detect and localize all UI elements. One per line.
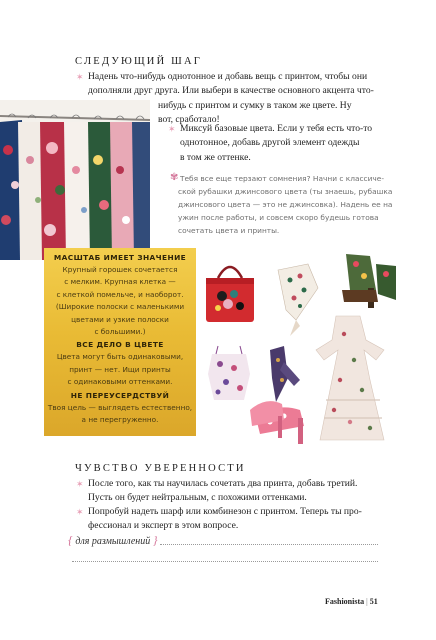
gold-box-heading-scale: МАСШТАБ ИМЕЕТ ЗНАЧЕНИЕ bbox=[53, 253, 187, 262]
section-heading-next-step: СЛЕДУЮЩИЙ ШАГ bbox=[75, 56, 203, 67]
tips-gold-box bbox=[44, 248, 196, 436]
page-footer bbox=[325, 597, 378, 606]
gold-box-line: Цвета могут быть одинаковыми, bbox=[56, 352, 184, 362]
tip-line: ужин после работы, и совсем скоро будешь готова bbox=[178, 213, 379, 222]
bullet-line: Попробуй надеть шарф или комбинезон с принтом. Теперь ты про- bbox=[88, 506, 362, 517]
floral-heels-image bbox=[250, 401, 304, 444]
bullet-line: фессионал и эксперт в этом вопросе. bbox=[88, 520, 239, 531]
bullet-line: Надень что-нибудь однотонное и добавь вещь с принтом, чтобы они bbox=[88, 71, 368, 82]
notes-line bbox=[160, 544, 378, 545]
section-heading-confidence: ЧУВСТВО УВЕРЕННОСТИ bbox=[75, 463, 246, 474]
notes-label: для размышлений bbox=[75, 536, 151, 547]
bullet-line: После того, как ты научилась сочетать два принта, добавь третий. bbox=[88, 478, 358, 489]
bullet-line: нибудь с принтом и сумку в таком же цвете. Ну bbox=[158, 100, 352, 111]
gold-box-line: с большими.) bbox=[94, 327, 146, 337]
brace-left-icon: { bbox=[68, 533, 73, 547]
flower-icon: ✾ bbox=[170, 172, 179, 183]
gold-box-line: а не перегруженно. bbox=[81, 415, 159, 425]
bullet-line: Пусть он будет нейтральным, с похожими оттенками. bbox=[88, 492, 307, 503]
bullet-line: в том же оттенке. bbox=[180, 152, 251, 163]
gold-box-line: цветами и узкие полоски bbox=[71, 314, 169, 324]
clothes-rack-photo bbox=[0, 100, 150, 260]
gold-box-heading-moderation: НЕ ПЕРЕУСЕРДСТВУЙ bbox=[70, 390, 170, 400]
tip-line: Тебя все еще терзают сомнения? Начни с классиче- bbox=[180, 174, 384, 183]
printed-scarf-image bbox=[278, 264, 318, 336]
page-number: 51 bbox=[369, 597, 378, 606]
tip-line: джинсового цвета — это не джинсовка). Надень ее на bbox=[178, 200, 393, 209]
bullet-star-icon: ✶ bbox=[76, 72, 84, 82]
bullet-line: однотонное, добавь другой элемент одежды bbox=[180, 137, 360, 148]
printed-sandals-image bbox=[342, 254, 396, 308]
gold-box-line: принт — нет. Ищи принты bbox=[69, 364, 171, 374]
notes-label-wrapper bbox=[68, 533, 158, 548]
footer-brand: Fashionista bbox=[325, 597, 365, 606]
gold-box-line: (Широкие полоски с маленькими bbox=[55, 302, 185, 312]
tip-line: сочетать цвета и принты. bbox=[178, 226, 280, 235]
notes-line bbox=[72, 561, 378, 562]
bullet-star-icon: ✶ bbox=[168, 124, 176, 134]
gold-box-line: с одинаковыми оттенками. bbox=[67, 377, 173, 387]
gold-box-line: Твоя цель — выглядеть естественно, bbox=[47, 402, 193, 412]
red-handbag-image bbox=[206, 267, 254, 322]
floral-top-image bbox=[208, 346, 250, 400]
bullet-star-icon: ✶ bbox=[76, 479, 84, 489]
gold-box-line: Крупный горошек сочетается bbox=[62, 265, 178, 274]
bullet-line: Миксуй базовые цвета. Если у тебя есть что-то bbox=[180, 123, 373, 134]
bullet-line: дополняли друг друга. Или выбери в качестве основного акцента что- bbox=[88, 85, 374, 96]
ruffled-floral-dress-image bbox=[316, 316, 384, 440]
fashion-items-collage bbox=[200, 250, 400, 450]
clothes-rack-illustration bbox=[0, 100, 150, 260]
bullet-line: вот, сработало! bbox=[158, 114, 220, 125]
tip-line: ской рубашки джинсового цвета (ты знаешь, рубашка bbox=[178, 187, 393, 196]
brace-right-icon: } bbox=[152, 533, 158, 547]
gold-box-heading-color: ВСЕ ДЕЛО В ЦВЕТЕ bbox=[76, 340, 164, 350]
bullet-star-icon: ✶ bbox=[76, 507, 84, 517]
gold-box-line: с клеткой помельче, и наоборот. bbox=[56, 289, 184, 299]
knotted-scarf-image bbox=[270, 346, 300, 402]
footer-separator: | bbox=[366, 597, 370, 606]
gold-box-line: с мелким. Крупная клетка — bbox=[64, 277, 176, 287]
